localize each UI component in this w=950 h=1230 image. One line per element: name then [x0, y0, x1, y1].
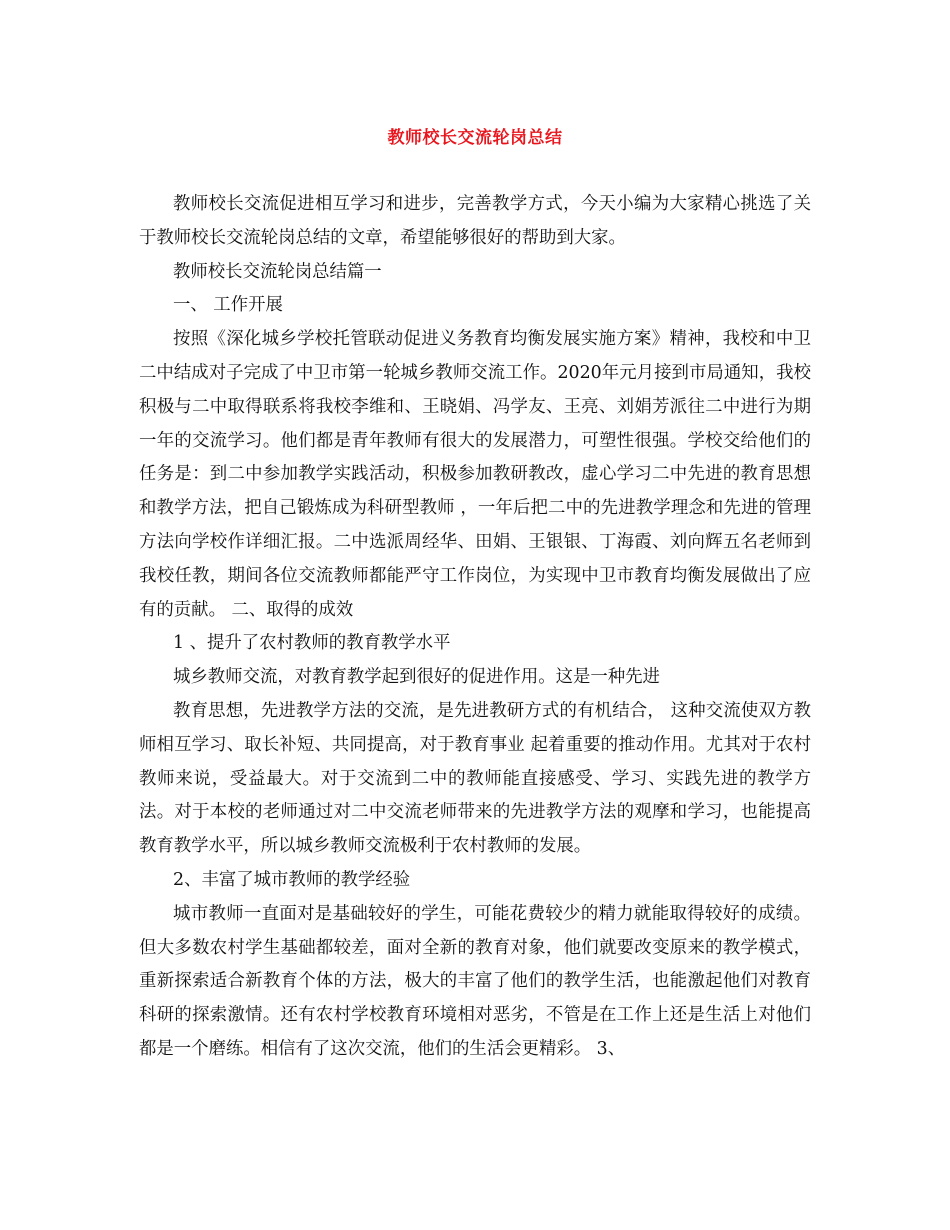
paragraph-heading-urban: 2、丰富了城市教师的教学经验	[173, 869, 411, 890]
paragraph-rural-intro: 城乡教师交流，对教育教学起到很好的促进作用。这是一种先进	[173, 667, 660, 688]
paragraph-urban-detail: 城市教师一直面对是基础较好的学生，可能花费较少的精力就能取得较好的成绩。但大多数农村学生基础都较差，面对全新的教育对象，他们就要改变原来的教学模式，重新探索适合新教育个体的方法，极大的丰富了他们的教学生活，也能激起他们对教育科研的探索激情。还有农村学校教育环境相对恶劣，不管是在工作上还是生活上对他们都是一个磨练。相信有了这次交流，他们的生活会更精彩。 3、	[139, 903, 811, 1059]
paragraph-heading-rural: 1 、提升了农村教师的教育教学水平	[173, 633, 451, 654]
paragraph-rural-detail: 教育思想，先进教学方法的交流，是先进教研方式的有机结合， 这种交流使双方教师相互学习、取长补短、共同提高，对于教育事业 起着重要的推动作用。尤其对于农村教师来说，受益最大。对于交流到二中的教师能直接感受、学习、实践先进的教学方法。对于本校的老师通过对二中交流老师带来的先进教学方法的观摩和学习，也能提高教育教学水平，所以城乡教师交流极利于农村教师的发展。	[139, 700, 811, 857]
document-title: 教师校长交流轮岗总结	[387, 128, 563, 148]
document-body	[139, 188, 811, 1067]
paragraph-intro: 教师校长交流促进相互学习和进步，完善教学方式，今天小编为大家精心挑选了关于教师校长交流轮岗总结的文章，希望能够很好的帮助到大家。	[139, 194, 811, 248]
paragraph-work-detail: 按照《深化城乡学校托管联动促进义务教育均衡发展实施方案》精神，我校和中卫二中结成对子完成了中卫市第一轮城乡教师交流工作。2020年元月接到市局通知，我校积极与二中取得联系将我校李维和、王晓娟、冯学友、王亮、刘娟芳派往二中进行为期一年的交流学习。他们都是青年教师有很大的发展潜力，可塑性很强。学校交给他们的任务是：到二中参加教学实践活动，积极参加教研教改，虚心学习二中先进的教育思想和教学方法，把自己锻炼成为科研型教师 ，一年后把二中的先进教学理念和先进的管理方法向学校作详细汇报。二中选派周经华、田娟、王银银、丁海霞、刘向辉五名老师到我校任教，期间各位交流教师都能严守工作岗位，为实现中卫市教育均衡发展做出了应有的贡献。 二、取得的成效	[139, 329, 811, 620]
paragraph-section-heading: 教师校长交流轮岗总结篇一	[173, 261, 382, 282]
paragraph-heading-work: 一、 工作开展	[173, 295, 283, 316]
